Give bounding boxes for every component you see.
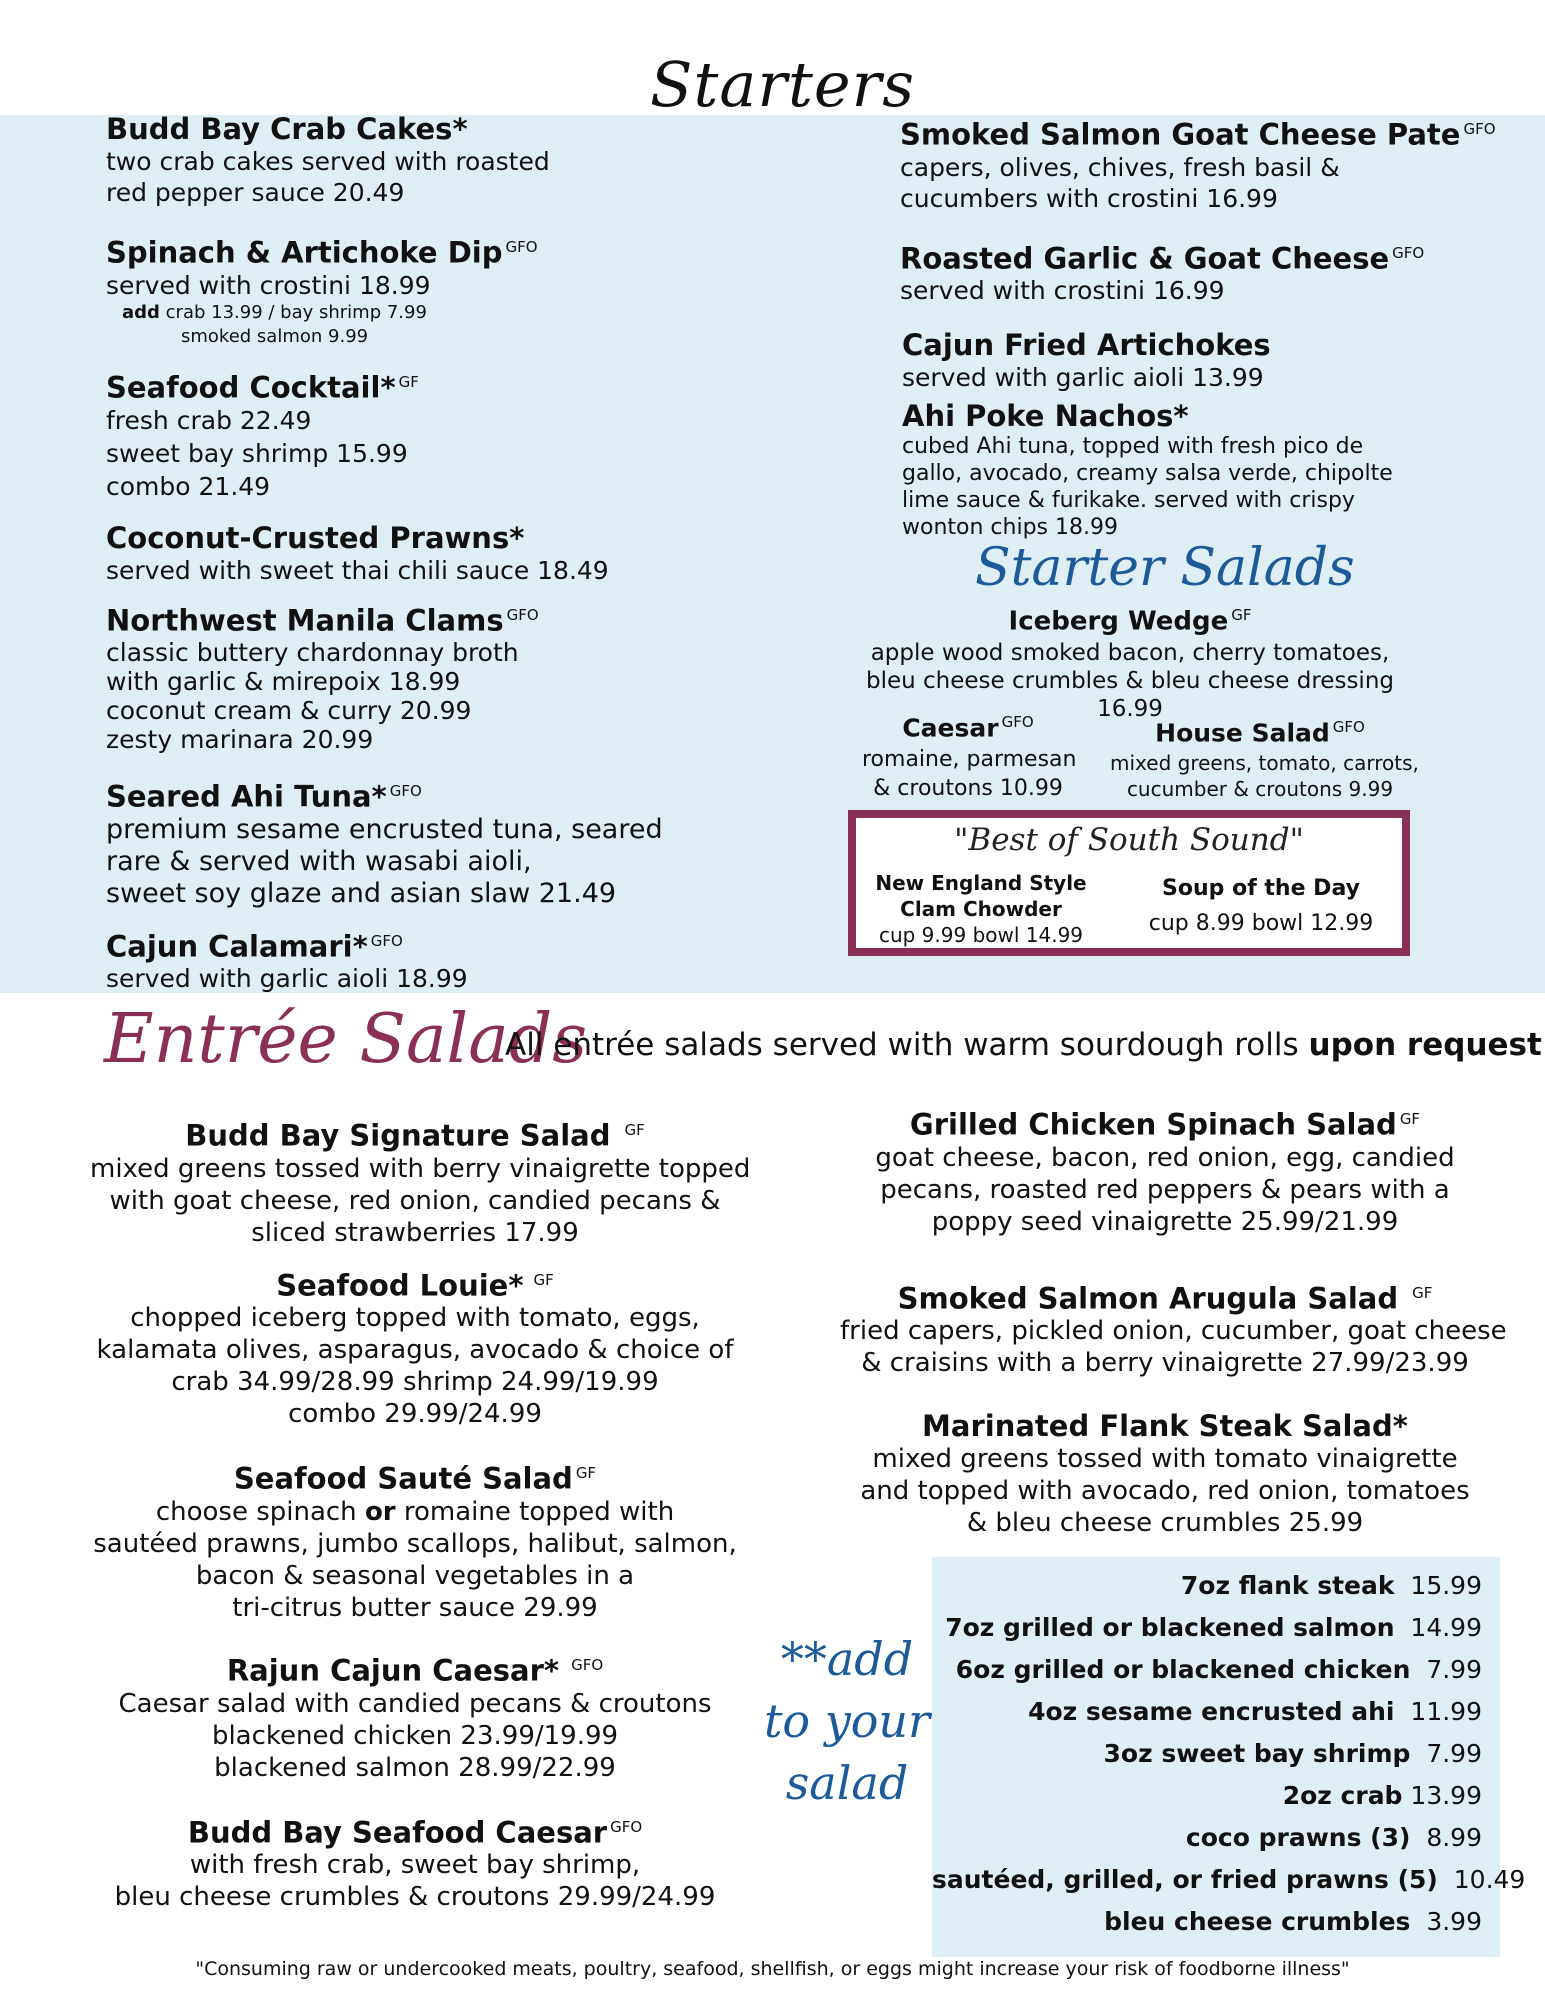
item-desc: fried capers, pickled onion, cucumber, goat cheese & craisins with a berry vinaigrette 27.99/23.99 (840, 1316, 1507, 1379)
starters-right-column (900, 112, 1496, 541)
addon-row: 7oz flank steak 15.99 (1180, 1571, 1482, 1600)
item-desc: cubed Ahi tuna, topped with fresh pico de gallo, avocado, creamy salsa verde, chipolte lime sauce & furikake. served with crispy wonton chips 18.99 (902, 434, 1393, 541)
item-name: Rajun Cajun Caesar* $^{GFO}$ (226, 1653, 604, 1688)
menu-item (106, 924, 663, 995)
menu-item (840, 1409, 1490, 1539)
entree-left-column (90, 1113, 751, 1913)
menu-item (106, 112, 663, 208)
menu-item (106, 365, 663, 504)
item-desc: romaine, parmesan & croutons 10.99 (862, 747, 1077, 802)
menu-item (90, 1113, 751, 1249)
item-name: Iceberg Wedge $^{GF}$ (1008, 606, 1252, 637)
menu-item (106, 521, 663, 586)
item-name: Budd Bay Signature Salad $^{GF}$ (185, 1118, 645, 1153)
item-name: Marinated Flank Steak Salad* (922, 1409, 1408, 1444)
item-name: Smoked Salmon Goat Cheese Pate $^{GFO}$ (900, 117, 1496, 152)
item-addons: add crab 13.99 / bay shrimp 7.99 (122, 301, 427, 323)
item-desc: served with garlic aioli 13.99 (902, 363, 1264, 393)
chowder-name: Clam Chowder (900, 897, 1062, 921)
starter-salads-title: Starter Salads (975, 538, 1355, 598)
item-desc: capers, olives, chives, fresh basil & cucumbers with crostini 16.99 (900, 152, 1340, 213)
starters-title: Starters (650, 48, 916, 121)
addon-row: 4oz sesame encrusted ahi 11.99 (1028, 1697, 1482, 1726)
addon-row: 6oz grilled or blackened chicken 7.99 (955, 1655, 1482, 1684)
item-desc: classic buttery chardonnay broth with garlic & mirepoix 18.99 coconut cream & curry 20.99 zesty marinara 20.99 (106, 637, 519, 754)
item-desc: served with sweet thai chili sauce 18.49 (106, 556, 609, 586)
entree-right-column (840, 1102, 1507, 1539)
best-of-south-sound-box (848, 810, 1410, 956)
entree-salads-note: All entrée salads served with warm sourdough rolls upon request (505, 1027, 1542, 1063)
item-desc: Caesar salad with candied pecans & croutons blackened chicken 23.99/19.99 blackened salmon 28.99/22.99 (118, 1688, 712, 1783)
item-name: Cajun Fried Artichokes (902, 328, 1271, 363)
addons-box (932, 1557, 1526, 1957)
item-name: Northwest Manila Clams $^{GFO}$ (106, 603, 539, 638)
chowder-item (866, 870, 1096, 948)
item-desc: two crab cakes served with roasted red pepper sauce 20.49 (106, 147, 550, 207)
house-salad (1110, 710, 1419, 802)
item-name: Seafood Cocktail* $^{GF}$ (106, 370, 419, 405)
item-desc: mixed greens, tomato, carrots, cucumber & croutons 9.99 (1110, 751, 1419, 802)
item-name: Budd Bay Crab Cakes* (106, 112, 468, 146)
starters-left-column (106, 112, 663, 994)
item-name: Seafood Louie* $^{GF}$ (276, 1268, 554, 1303)
item-name: Coconut-Crusted Prawns* (106, 521, 525, 556)
addon-row: 2oz crab 13.99 (1282, 1781, 1482, 1810)
item-name: Seafood Sauté Salad $^{GF}$ (233, 1461, 597, 1496)
item-desc: apple wood smoked bacon, cherry tomatoes, bleu cheese crumbles & bleu cheese dressing 16.99 (866, 639, 1394, 722)
soup-price: cup 8.99 bowl 12.99 (1148, 911, 1374, 936)
item-name: Budd Bay Seafood Caesar $^{GFO}$ (187, 1815, 643, 1850)
item-desc: fresh crab 22.49 sweet bay shrimp 15.99 combo 21.49 (106, 406, 408, 502)
item-desc: with fresh crab, sweet bay shrimp, bleu cheese crumbles & croutons 29.99/24.99 (114, 1850, 716, 1913)
menu-item (90, 1648, 740, 1784)
addon-row: coco prawns (3) 8.99 (1185, 1823, 1482, 1852)
menu-item (106, 774, 663, 910)
item-desc: chopped iceberg topped with tomato, eggs, kalamata olives, asparagus, avocado & choice of crab 34.99/28.99 shrimp 24.99/19.99 combo 29.99/24.99 (96, 1303, 734, 1430)
item-desc: served with crostini 16.99 (900, 276, 1225, 306)
entree-salads-title: Entrée Salads (104, 1000, 588, 1079)
menu-item (902, 328, 1496, 393)
soup-name: Soup of the Day (1162, 876, 1360, 901)
item-name: Cajun Calamari* $^{GFO}$ (106, 929, 403, 964)
footer-disclaimer: "Consuming raw or undercooked meats, poultry, seafood, shellfish, or eggs might increase your risk of foodborne illness" (195, 1958, 1350, 1980)
addon-row: 7oz grilled or blackened salmon 14.99 (945, 1613, 1482, 1642)
best-of-title: "Best of South Sound" (954, 822, 1304, 858)
menu-item (840, 1102, 1490, 1238)
menu-item (90, 1456, 740, 1624)
item-desc: served with crostini 18.99 (106, 270, 431, 300)
item-desc: mixed greens tossed with tomato vinaigrette and topped with avocado, red onion, tomatoes & bleu cheese crumbles 25.99 (860, 1444, 1470, 1539)
item-name: Caesar $^{GFO}$ (902, 713, 1034, 743)
caesar-salad (862, 705, 1077, 803)
item-name: Smoked Salmon Arugula Salad $^{GF}$ (897, 1281, 1433, 1316)
addon-row: sautéed, grilled, or fried prawns (5) 10.49 (932, 1865, 1526, 1894)
menu-item (106, 598, 663, 754)
item-addons: smoked salmon 9.99 (181, 325, 369, 347)
item-name: Ahi Poke Nachos* (902, 399, 1189, 434)
item-name: Roasted Garlic & Goat Cheese $^{GFO}$ (900, 241, 1425, 276)
item-desc: served with garlic aioli 18.99 (106, 964, 468, 994)
menu-item (840, 1276, 1507, 1380)
item-desc: mixed greens tossed with berry vinaigrette topped with goat cheese, red onion, candied pecans & sliced strawberries 17.99 (90, 1153, 751, 1248)
item-desc: choose spinach or romaine topped with sautéed prawns, jumbo scallops, halibut, salmon, bacon & seasonal vegetables in a tri-citrus butter sauce 29.99 (93, 1496, 737, 1623)
item-name: House Salad $^{GFO}$ (1155, 718, 1365, 748)
item-name: Spinach & Artichoke Dip $^{GFO}$ (106, 235, 538, 270)
addon-row: bleu cheese crumbles 3.99 (1104, 1907, 1482, 1936)
addon-row: 3oz sweet bay shrimp 7.99 (1103, 1739, 1482, 1768)
item-desc: premium sesame encrusted tuna, seared rare & served with wasabi aioli, sweet soy glaze and asian slaw 21.49 (106, 813, 663, 909)
soup-item (1146, 874, 1376, 944)
item-desc: goat cheese, bacon, red onion, egg, candied pecans, roasted red peppers & pears with a poppy seed vinaigrette 25.99/21.99 (875, 1142, 1455, 1237)
menu-item (902, 399, 1496, 541)
iceberg-wedge (860, 598, 1400, 723)
menu-item (900, 236, 1496, 307)
chowder-price: cup 9.99 bowl 14.99 (878, 923, 1084, 947)
menu-item (900, 112, 1496, 214)
chowder-name: New England Style (875, 871, 1087, 895)
menu-item (90, 1810, 740, 1914)
menu-item (90, 1263, 740, 1431)
menu-item (106, 230, 663, 349)
item-name: Seared Ahi Tuna* $^{GFO}$ (106, 779, 422, 814)
add-to-salad-label: **add to your salad (763, 1632, 931, 1810)
item-name: Grilled Chicken Spinach Salad $^{GF}$ (909, 1107, 1421, 1142)
